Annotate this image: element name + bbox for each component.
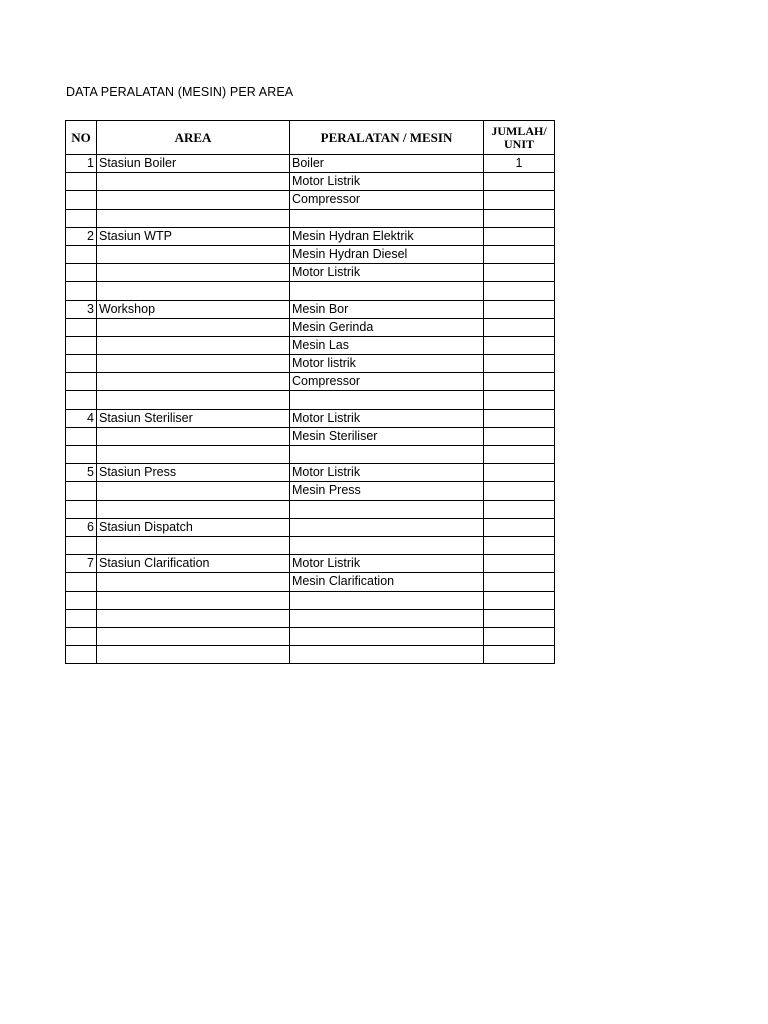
table-row <box>66 591 555 609</box>
area-cell <box>97 427 290 445</box>
row-number-cell <box>66 646 97 664</box>
row-number-cell: 2 <box>66 227 97 245</box>
row-number-cell <box>66 573 97 591</box>
area-cell <box>97 591 290 609</box>
unit-count-cell <box>484 227 555 245</box>
area-cell <box>97 609 290 627</box>
table-row <box>66 355 555 373</box>
equipment-cell <box>290 500 484 518</box>
unit-count-cell <box>484 427 555 445</box>
table-row <box>66 191 555 209</box>
table-header-row <box>66 121 555 155</box>
unit-count-cell <box>484 173 555 191</box>
table-row <box>66 464 555 482</box>
area-cell: Stasiun Steriliser <box>97 409 290 427</box>
area-cell <box>97 500 290 518</box>
unit-count-cell <box>484 609 555 627</box>
header-jumlah-line2: UNIT <box>503 136 534 151</box>
equipment-cell: Mesin Hydran Diesel <box>290 245 484 263</box>
equipment-table <box>65 120 555 664</box>
equipment-cell <box>290 627 484 645</box>
equipment-cell <box>290 446 484 464</box>
row-number-cell <box>66 264 97 282</box>
table-row <box>66 536 555 554</box>
area-cell <box>97 446 290 464</box>
unit-count-cell <box>484 464 555 482</box>
table-row <box>66 336 555 354</box>
equipment-cell: Boiler <box>290 155 484 173</box>
row-number-cell <box>66 500 97 518</box>
row-number-cell <box>66 245 97 263</box>
unit-count-cell <box>484 373 555 391</box>
area-cell: Stasiun Press <box>97 464 290 482</box>
unit-count-cell <box>484 409 555 427</box>
table-row <box>66 518 555 536</box>
equipment-cell: Mesin Gerinda <box>290 318 484 336</box>
row-number-cell <box>66 482 97 500</box>
row-number-cell: 6 <box>66 518 97 536</box>
area-cell <box>97 646 290 664</box>
area-cell <box>97 373 290 391</box>
row-number-cell: 7 <box>66 555 97 573</box>
table-row <box>66 264 555 282</box>
unit-count-cell <box>484 646 555 664</box>
table-row <box>66 245 555 263</box>
row-number-cell: 1 <box>66 155 97 173</box>
unit-count-cell <box>484 282 555 300</box>
area-cell <box>97 318 290 336</box>
row-number-cell <box>66 627 97 645</box>
equipment-cell <box>290 391 484 409</box>
unit-count-cell <box>484 391 555 409</box>
equipment-cell <box>290 609 484 627</box>
unit-count-cell <box>484 536 555 554</box>
unit-count-cell <box>484 209 555 227</box>
equipment-cell <box>290 536 484 554</box>
unit-count-cell <box>484 355 555 373</box>
table-row <box>66 227 555 245</box>
row-number-cell <box>66 282 97 300</box>
equipment-cell: Motor listrik <box>290 355 484 373</box>
row-number-cell <box>66 336 97 354</box>
unit-count-cell <box>484 300 555 318</box>
header-peralatan-mesin: PERALATAN / MESIN <box>290 121 484 155</box>
unit-count-cell: 1 <box>484 155 555 173</box>
unit-count-cell <box>484 591 555 609</box>
area-cell <box>97 482 290 500</box>
equipment-cell: Mesin Clarification <box>290 573 484 591</box>
equipment-cell: Mesin Hydran Elektrik <box>290 227 484 245</box>
table-row <box>66 391 555 409</box>
area-cell <box>97 282 290 300</box>
header-area: AREA <box>97 121 290 155</box>
area-cell <box>97 173 290 191</box>
equipment-cell: Compressor <box>290 373 484 391</box>
table-row <box>66 427 555 445</box>
table-row <box>66 482 555 500</box>
unit-count-cell <box>484 573 555 591</box>
unit-count-cell <box>484 446 555 464</box>
equipment-cell: Mesin Press <box>290 482 484 500</box>
row-number-cell <box>66 173 97 191</box>
table-row <box>66 627 555 645</box>
area-cell <box>97 191 290 209</box>
equipment-cell <box>290 591 484 609</box>
row-number-cell <box>66 373 97 391</box>
equipment-cell: Mesin Las <box>290 336 484 354</box>
area-cell: Stasiun Clarification <box>97 555 290 573</box>
table-row <box>66 573 555 591</box>
row-number-cell <box>66 609 97 627</box>
equipment-cell: Motor Listrik <box>290 555 484 573</box>
row-number-cell <box>66 355 97 373</box>
equipment-cell: Mesin Bor <box>290 300 484 318</box>
row-number-cell <box>66 591 97 609</box>
unit-count-cell <box>484 336 555 354</box>
equipment-cell: Motor Listrik <box>290 173 484 191</box>
area-cell <box>97 391 290 409</box>
table-row <box>66 373 555 391</box>
unit-count-cell <box>484 555 555 573</box>
area-cell <box>97 336 290 354</box>
table-row <box>66 155 555 173</box>
area-cell <box>97 245 290 263</box>
table-row <box>66 446 555 464</box>
header-jumlah-line1: JUMLAH/ <box>491 123 547 138</box>
unit-count-cell <box>484 264 555 282</box>
area-cell: Workshop <box>97 300 290 318</box>
equipment-cell <box>290 282 484 300</box>
table-row <box>66 300 555 318</box>
equipment-cell: Compressor <box>290 191 484 209</box>
equipment-cell: Motor Listrik <box>290 409 484 427</box>
table-row <box>66 209 555 227</box>
area-cell <box>97 627 290 645</box>
table-row <box>66 646 555 664</box>
row-number-cell <box>66 318 97 336</box>
equipment-cell: Motor Listrik <box>290 464 484 482</box>
area-cell <box>97 573 290 591</box>
equipment-cell <box>290 209 484 227</box>
table-row <box>66 318 555 336</box>
row-number-cell <box>66 391 97 409</box>
document-title: DATA PERALATAN (MESIN) PER AREA <box>66 85 294 99</box>
equipment-cell <box>290 646 484 664</box>
unit-count-cell <box>484 500 555 518</box>
row-number-cell <box>66 191 97 209</box>
area-cell <box>97 209 290 227</box>
row-number-cell: 3 <box>66 300 97 318</box>
table-row <box>66 555 555 573</box>
area-cell <box>97 355 290 373</box>
unit-count-cell <box>484 627 555 645</box>
table-row <box>66 409 555 427</box>
unit-count-cell <box>484 245 555 263</box>
area-cell: Stasiun Boiler <box>97 155 290 173</box>
table-row <box>66 173 555 191</box>
row-number-cell <box>66 446 97 464</box>
row-number-cell <box>66 209 97 227</box>
equipment-cell: Mesin Steriliser <box>290 427 484 445</box>
row-number-cell: 4 <box>66 409 97 427</box>
header-no: NO <box>66 121 97 155</box>
table-row <box>66 282 555 300</box>
header-jumlah-unit <box>484 121 555 155</box>
row-number-cell <box>66 536 97 554</box>
equipment-cell <box>290 518 484 536</box>
unit-count-cell <box>484 318 555 336</box>
unit-count-cell <box>484 518 555 536</box>
table-body <box>66 155 555 664</box>
area-cell <box>97 536 290 554</box>
unit-count-cell <box>484 191 555 209</box>
unit-count-cell <box>484 482 555 500</box>
table-row <box>66 500 555 518</box>
equipment-cell: Motor Listrik <box>290 264 484 282</box>
area-cell <box>97 264 290 282</box>
table-row <box>66 609 555 627</box>
area-cell: Stasiun Dispatch <box>97 518 290 536</box>
row-number-cell: 5 <box>66 464 97 482</box>
area-cell: Stasiun WTP <box>97 227 290 245</box>
row-number-cell <box>66 427 97 445</box>
